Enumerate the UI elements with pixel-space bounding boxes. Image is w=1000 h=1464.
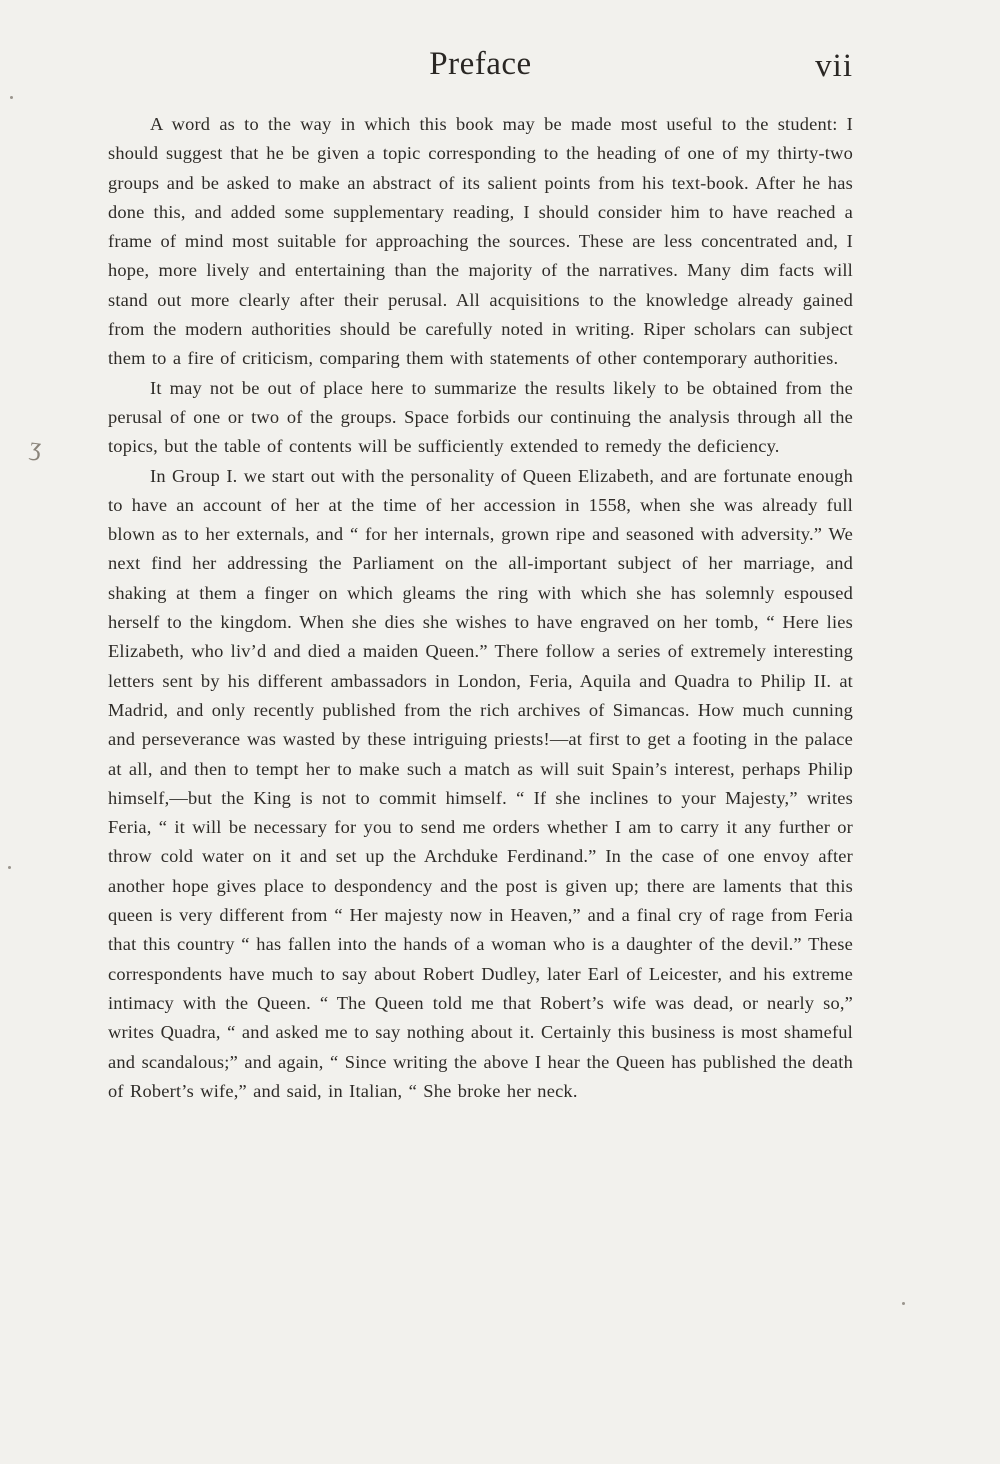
paper-speck xyxy=(8,866,11,869)
paper-speck xyxy=(902,1302,905,1305)
paragraph-1: A word as to the way in which this book may be made most useful to the student: I should suggest that he be given a topic corresponding to the heading of one of my thirty-two groups and be asked to make an abstract of its salient points from his text-book. After he has done this, and added some supplementary reading, I should consider him to have reached a frame of mind most suitable for approaching the sources. These are less concentrated and, I hope, more lively and entertaining than the majority of the narratives. Many dim facts will stand out more clearly after their perusal. All acquisitions to the knowledge already gained from the modern authorities should be carefully noted in writing. Riper scholars can subject them to a fire of criticism, comparing them with statements of other contemporary authorities. xyxy=(108,114,853,369)
paper-speck xyxy=(10,96,13,99)
page-header xyxy=(108,46,853,94)
margin-pencil-mark: ʒ xyxy=(28,431,44,462)
running-title: Preface xyxy=(429,46,532,82)
paragraph-3: In Group I. we start out with the personality of Queen Elizabeth, and are fortunate enough to have an account of her at the time of her accession in 1558, when she was already full blown as to her externals, and “ for her internals, grown ripe and seasoned with adversity.” We next find her addressing the Parliament on the all-important subject of her marriage, and shaking at them a finger on which gleams the ring with which she has solemnly espoused herself to the kingdom. When she dies she wishes to have engraved on her tomb, “ Here lies Elizabeth, who liv’d and died a maiden Queen.” There follow a series of extremely interesting letters sent by his different ambassadors in London, Feria, Aquila and Quadra to Philip II. at Madrid, and only recently published from the rich archives of Simancas. How much cunning and perseverance was wasted by these intriguing priests!—at first to get a footing in the palace at all, and then to tempt her to make such a match as will suit Spain’s interest, perhaps Philip himself,—but the King is not to commit himself. “ If she inclines to your Majesty,” writes Feria, “ it will be necessary for you to send me orders whether I am to carry it any further or throw cold water on it and set up the Archduke Ferdinand.” In the case of one envoy after another hope gives place to despondency and the post is given up; there are laments that this queen is very different from “ Her majesty now in Heaven,” and a final cry of rage from Feria that this country “ has fallen into the hands of a woman who is a daughter of the devil.” These correspondents have much to say about Robert Dudley, later Earl of Leicester, and his extreme intimacy with the Queen. “ The Queen told me that Robert’s wife was dead, or nearly so,” writes Quadra, “ and asked me to say nothing about it. Certainly this business is most shameful and scandalous;” and again, “ Since writing the above I hear the Queen has published the death of Robert’s wife,” and said, in Italian, “ She broke her neck. xyxy=(108,465,853,1101)
paragraph-2: It may not be out of place here to summarize the results likely to be obtained from the perusal of one or two of the groups. Space forbids our continuing the analysis through all the topics, but the table of contents will be sufficiently extended to remedy the deficiency. xyxy=(108,377,853,457)
page-number: vii xyxy=(815,48,853,84)
body-text xyxy=(108,110,853,1106)
